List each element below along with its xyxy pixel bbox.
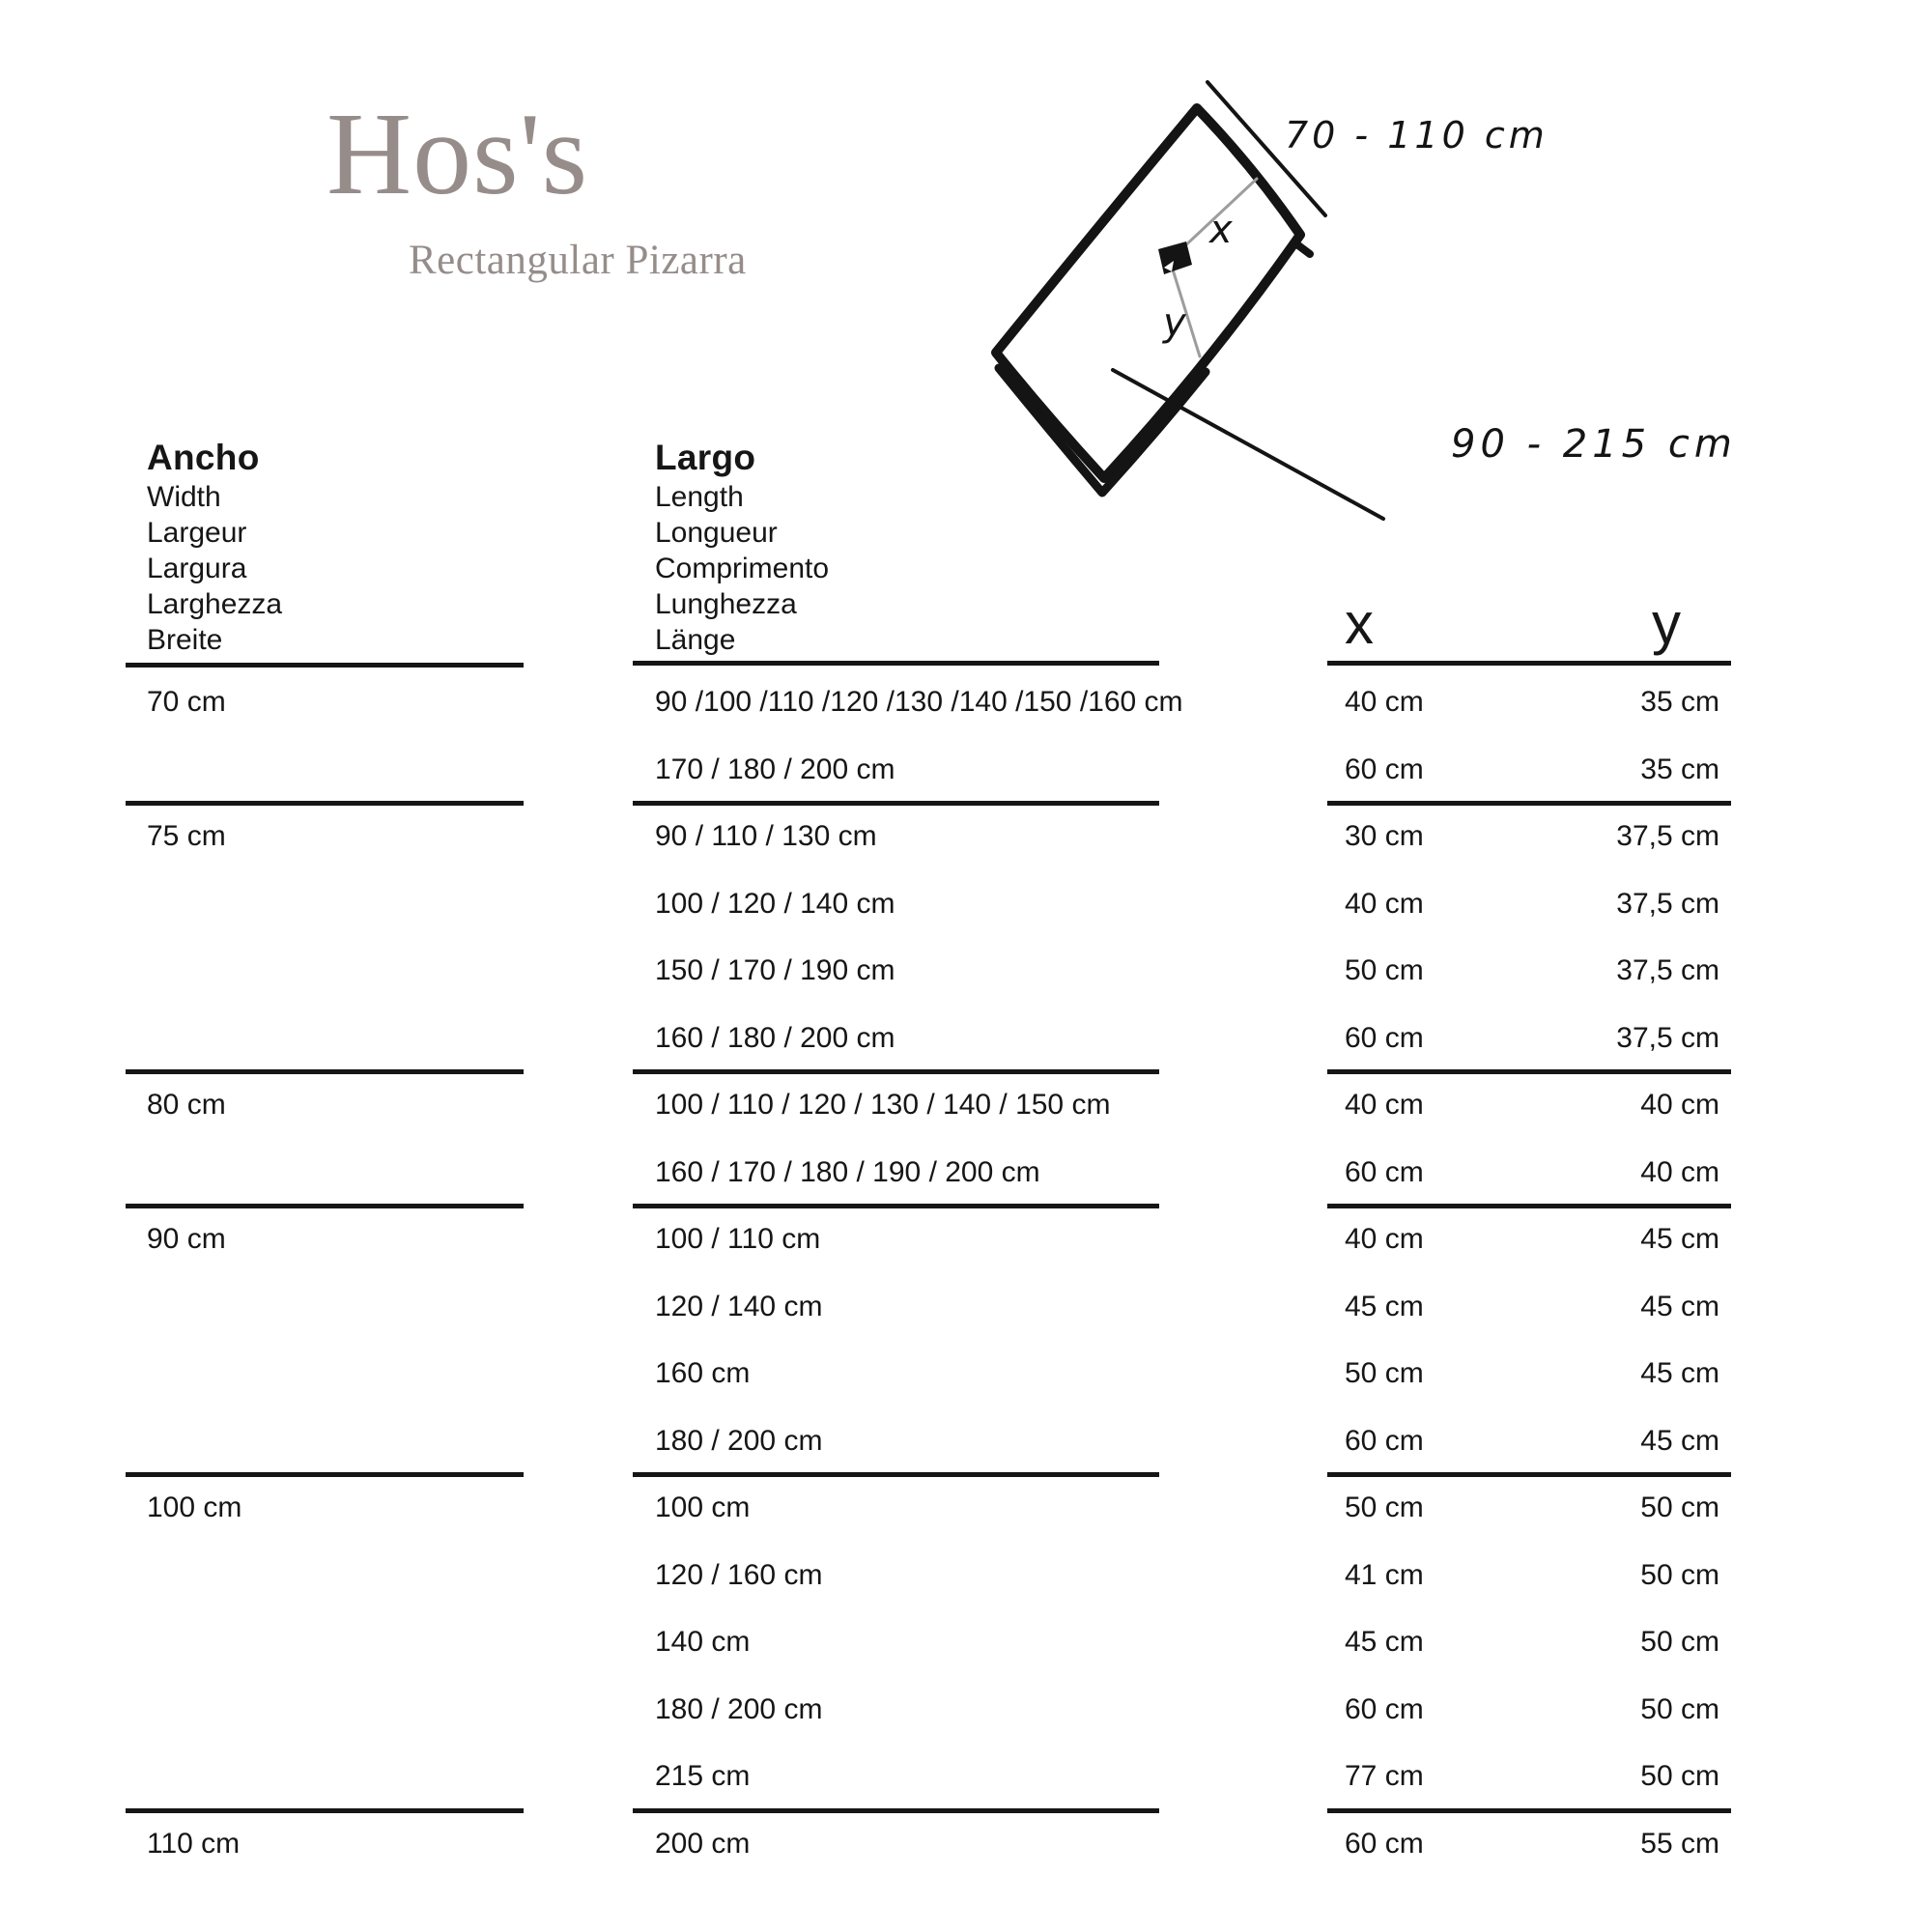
y-value: 40 cm [1640,1156,1719,1188]
y-value: 50 cm [1640,1626,1719,1658]
table-row [0,1005,1932,1072]
y-value: 37,5 cm [1616,888,1719,920]
y-value: 35 cm [1640,753,1719,785]
table-row [0,1474,1932,1542]
ancho-value: 80 cm [147,1089,226,1121]
largo-header-rule [633,661,1159,666]
x-value: 50 cm [1345,1357,1424,1389]
product-sketch [947,53,1768,536]
y-value: 45 cm [1640,1425,1719,1457]
y-value: 50 cm [1640,1693,1719,1725]
ancho-translation: Breite [147,624,223,656]
largo-value: 170 / 180 / 200 cm [655,753,895,785]
brand-title: Hos's [327,89,589,219]
largo-translation: Length [655,481,744,513]
x-value: 60 cm [1345,753,1424,785]
largo-value: 160 cm [655,1357,751,1389]
largo-value: 100 / 110 cm [655,1223,821,1255]
x-value: 60 cm [1345,1693,1424,1725]
x-value: 40 cm [1345,1223,1424,1255]
product-subtitle: Rectangular Pizarra [409,238,747,283]
y-value: 37,5 cm [1616,954,1719,986]
largo-value: 140 cm [655,1626,751,1658]
sketch-y-label: y [1163,300,1186,345]
table-row [0,1810,1932,1878]
largo-column-header [655,437,829,658]
xy-header-rule [1327,661,1731,666]
largo-value: 90 /100 /110 /120 /130 /140 /150 /160 cm [655,686,1183,718]
x-value: 60 cm [1345,1156,1424,1188]
table-row [0,1407,1932,1475]
x-value: 50 cm [1345,954,1424,986]
table-row [0,803,1932,870]
table-row [0,1743,1932,1810]
table-row [0,1139,1932,1207]
largo-value: 215 cm [655,1760,751,1792]
length-dimension-line [1113,370,1383,519]
ancho-translation: Width [147,481,221,513]
table-row [0,937,1932,1005]
x-value: 45 cm [1345,1626,1424,1658]
y-value: 50 cm [1640,1559,1719,1591]
largo-value: 90 / 110 / 130 cm [655,820,877,852]
largo-translation: Länge [655,624,736,656]
largo-translation: Longueur [655,517,778,549]
y-value: 45 cm [1640,1357,1719,1389]
table-row [0,1676,1932,1744]
sketch-x-label: x [1209,208,1233,252]
y-value: 45 cm [1640,1291,1719,1322]
largo-value: 150 / 170 / 190 cm [655,954,895,986]
y-value: 40 cm [1640,1089,1719,1121]
width-dimension-label: 70 - 110 cm [1285,114,1548,156]
ancho-title: Ancho [147,438,260,477]
ancho-translation: Largeur [147,517,247,549]
ancho-column-header [147,437,282,658]
ancho-translation: Larghezza [147,588,283,620]
largo-translation: Lunghezza [655,588,797,620]
table-row [0,668,1932,736]
ancho-value: 90 cm [147,1223,226,1255]
table-row [0,1273,1932,1341]
table-row [0,1608,1932,1676]
ancho-header-rule [126,663,524,668]
y-value: 37,5 cm [1616,820,1719,852]
x-value: 40 cm [1345,1089,1424,1121]
ancho-value: 100 cm [147,1492,242,1523]
x-value: 77 cm [1345,1760,1424,1792]
ancho-value: 110 cm [147,1828,241,1860]
x-value: 60 cm [1345,1828,1424,1860]
ancho-value: 70 cm [147,686,226,718]
largo-value: 200 cm [655,1828,751,1860]
x-value: 41 cm [1345,1559,1424,1591]
largo-translation: Comprimento [655,553,830,584]
x-value: 30 cm [1345,820,1424,852]
table-row [0,1071,1932,1139]
y-value: 50 cm [1640,1492,1719,1523]
table-row [0,736,1932,804]
largo-value: 160 / 180 / 200 cm [655,1022,895,1054]
largo-value: 180 / 200 cm [655,1693,823,1725]
x-value: 40 cm [1345,686,1424,718]
largo-value: 160 / 170 / 180 / 190 / 200 cm [655,1156,1040,1188]
y-column-title: y [1652,591,1681,656]
y-value: 37,5 cm [1616,1022,1719,1054]
table-row [0,1542,1932,1609]
tray-corner-tick [1294,242,1310,254]
ancho-value: 75 cm [147,820,226,852]
largo-value: 100 / 120 / 140 cm [655,888,895,920]
largo-title: Largo [655,438,756,477]
y-value: 50 cm [1640,1760,1719,1792]
y-value: 55 cm [1640,1828,1719,1860]
table-row [0,1340,1932,1407]
largo-value: 180 / 200 cm [655,1425,823,1457]
y-value: 35 cm [1640,686,1719,718]
y-value: 45 cm [1640,1223,1719,1255]
x-value: 40 cm [1345,888,1424,920]
ancho-translation: Largura [147,553,247,584]
largo-value: 120 / 160 cm [655,1559,823,1591]
largo-value: 120 / 140 cm [655,1291,823,1322]
length-dimension-label: 90 - 215 cm [1451,422,1737,467]
largo-value: 100 cm [655,1492,751,1523]
x-value: 60 cm [1345,1022,1424,1054]
table-row [0,870,1932,938]
x-value: 60 cm [1345,1425,1424,1457]
table-row [0,1206,1932,1273]
x-value: 45 cm [1345,1291,1424,1322]
x-value: 50 cm [1345,1492,1424,1523]
x-column-title: x [1345,591,1374,656]
largo-value: 100 / 110 / 120 / 130 / 140 / 150 cm [655,1089,1111,1121]
